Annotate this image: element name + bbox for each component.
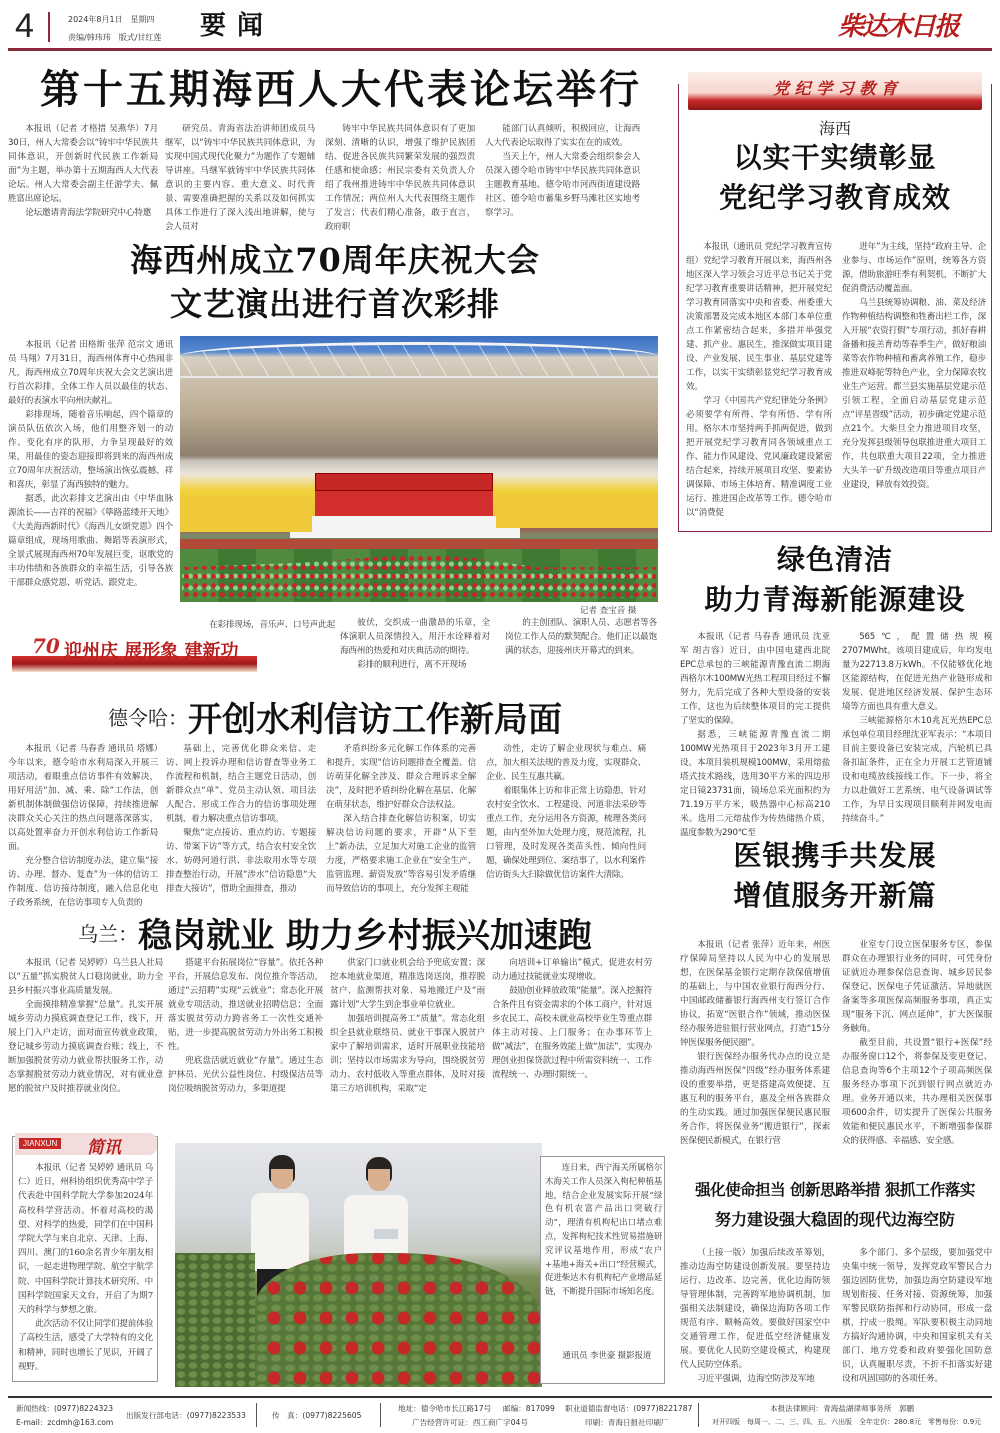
- paragraph: 彩排现场，随着音乐响起，四个篇章的演员队伍依次入场，他们用整齐划一的动作、变化有序的队形，力争呈现最好的效果，用最佳的姿态迎接即将到来的海西州成立70周年庆祝活动，整场演出恢弘震撼、祥和喜庆，彰显了海西独特的魅力。: [8, 410, 173, 490]
- paragraph: 供家门口就业机会给予兜底安置；深挖本地就业渠道，精准选岗送岗，推荐脱贫户、监测帮扶对象、易地搬迁户及“雨露计划”大学生到企事业单位就业。: [330, 958, 485, 1010]
- footer-postcode: 邮编：817099: [503, 1404, 555, 1413]
- article4-col-1: [8, 956, 163, 1126]
- stadium-photo: [180, 336, 658, 602]
- footer-sep-1: [256, 1403, 257, 1427]
- stadium-seats-right: [496, 494, 658, 528]
- right2-title-line2: 助力青海新能源建设: [704, 583, 966, 616]
- article4-col-4: [492, 956, 652, 1126]
- footer-sep-3: [698, 1403, 699, 1427]
- paragraph: 动性，走访了解企业现状与难点、痛点，加大相关法规的普及力度，实现群众、企业、民生互惠共赢。: [486, 744, 646, 782]
- paragraph: 研究员、青海省法治讲师团成员马继军，以“铸牢中华民族共同体意识，为实现中国式现代化聚力”为题作了专题辅导讲座。马继军就铸牢中华民族共同体意识的主要内容、重大意义、时代背景、需要准确把握的关系以及如何抓实具体工作进行了深入浅出地讲解，使与会人员对: [165, 124, 315, 232]
- right1-kicker: 海西: [818, 119, 851, 138]
- section-title: 要 闻: [200, 11, 265, 41]
- stadium-stage-floor: [290, 516, 520, 538]
- paragraph: 565℃，配置储热规模2707MWht。该项目建成后，年均发电量为22713.8万kWh。不仅能够优化地区能源结构，在促进光热产业链形成和发展、促进地区经济发展、保护生态环境等方面也具有重大意义。: [842, 632, 992, 712]
- paragraph: 彩排的顺利进行，离不开现场: [357, 660, 467, 670]
- paragraph: （上接一版）加强后续改革筹划，推动边海空防建设创新发展。要坚持边运行、边改革、边完善，优化边海防领导管理体制，完善跨军地协调机制，加强相关法制建设，确保边海防各项工作规范有序、顺畅高效。要做好国家空中交通管理工作，促进低空经济健康发展。要优化人民防空建设模式，构建现代人民防空体系。: [680, 1248, 830, 1370]
- right1-col-2: [842, 240, 986, 526]
- right1-title-line2: 党纪学习教育成效: [718, 181, 951, 214]
- right3-col-2: [842, 938, 992, 1146]
- masthead-rule: [8, 48, 992, 51]
- paragraph: 本报讯（记者 吴婷婷）乌兰县人社局以“五量”抓实脱贫人口稳岗就业，助力全县乡村振兴事业高质量发展。: [8, 958, 163, 996]
- footer-printer: 印刷：青海日报社印刷厂: [585, 1418, 669, 1427]
- paragraph: 多个部门、多个层级，要加强党中央集中统一领导，发挥党政军警民合力强边固防优势，加强边海空防建设军地规划衔接、任务对接、资源统筹，加强军警民联防指挥和行动协同，形成一盘棋，拧成一股绳。军队要积极主动同地方搞好沟通协调，中央和国家机关有关部门、地方党委和政府要强化国防意识，认真履职尽责，不折不扣落实好建设和巩固国防的各项任务。: [842, 1248, 992, 1384]
- paragraph: 当天上午，州人大常委会组织参会人员深入德令哈市铸牢中华民族共同体意识主题教育基地、德令哈市河西街道建设路社区、德令哈市蓄集乡野马滩社区实地考察学习。: [485, 152, 640, 218]
- right4-title-line1: 强化使命担当 创新思路举措 狠抓工作落实: [695, 1181, 975, 1199]
- photo-caption-text: [545, 1161, 662, 1347]
- right2-title-line1: 绿色清洁: [776, 543, 893, 576]
- article4-title: [0, 908, 670, 957]
- stadium-seats-left: [180, 496, 312, 532]
- paragraph: 本报讯（记者 马春香 通讯员 沈亚军 胡吉容）近日，由中国电建西北院EPC总承包的三峡能源青豫直流二期海西格尔木100MW光热工程项目经过不懈努力，先后完成了各种大型设备的安装工作，这也为后续整体项目的完工提供了坚实的保障。: [680, 632, 830, 726]
- article2-left-col: [8, 338, 173, 626]
- party-discipline-banner: [688, 72, 982, 110]
- paragraph: 此次活动不仅让同学们提前体验了高校生活，感受了大学特有的文化和精神，同时也增长了见识，开阔了视野。: [18, 1319, 153, 1372]
- article1-col-1: [8, 122, 158, 222]
- paragraph: 截至目前，共设置“银行+医保”经办服务窗口12个，将参保及变更登记、信息查询等6个主项12个子项高频医保服务经办事项下沉到银行网点就近办理。业务开通以来，共办理相关医保事项600余件，切实提升了医保公共服务效能和便民惠民水平，不断增强参保群众的获得感、幸福感、安全感。: [842, 1038, 992, 1146]
- footer-distribution: 出版发行部电话：(0977)8223533: [126, 1411, 246, 1420]
- right2-col-2: [842, 630, 992, 826]
- article4-title-prefix: 乌兰：: [78, 922, 139, 946]
- paragraph: 本报讯（通讯员 党纪学习教育宣传组）党纪学习教育开展以来，海西州各地区深入学习领会习近平总书记关于党纪学习教育重要讲话精神，把开展党纪学习教育同落实中央和省委、州委重大决策部署及完成本地区本部门本单位重点工作紧密结合起来，多措并举强党建、抓产业、惠民生，推深做实项目建设、产业发展、民生事业、基层党建等工作，以实干实绩彰显党纪学习教育成效。: [686, 242, 832, 392]
- right3-title-line2: 增值服务开新篇: [733, 879, 937, 912]
- right1-col-1: [686, 240, 832, 526]
- paragraph: 基础上，完善优化群众来信、走访、网上投诉办理和信访督查等业务工作流程和机制，结合主题党日活动，创新群众点“单”、党员主动认领、项目法人配合、形成工作合力的信访事项处理机制，着力解决重点信访事项。: [166, 744, 316, 824]
- paragraph: 连日来，西宁海关所属格尔木海关工作人员深入枸杞种植基地，结合企业发展实际开展“绿色有机农富产品出口突破行动”，理清有机枸杞出口堵点难点，发挥枸杞技术性贸易措施研究评议基地作用，形成“农户+基地+海关+出口”经营模式，促进柴达木有机枸杞产业增品延链，不断提升国际市场知名度。: [545, 1162, 662, 1297]
- anniversary-badge: 70: [32, 634, 60, 658]
- brief-box: [12, 1136, 158, 1382]
- article2-col-c: [505, 616, 657, 674]
- paragraph: 学习《中国共产党纪律处分条例》必须要学有所得、学有所悟、学有所用。格尔木市坚持两手抓两促进，做到把开展党纪学习教育同各领域重点工作、能力作风建设、党风廉政建设紧密结合起来，持续开展项目攻坚、要素协调保障、市场主体培育、精准调度工业运行、推进国企改革等工作。德令哈市以“消费促: [686, 396, 832, 518]
- paragraph: 本报讯（记者 吴婷婷 通讯员 乌仁）近日，州科协组织优秀高中学子代表赴中国科学院大学参加2024年高校科学营活动。怀着对高校的渴望、对科学的热爱，同学们在中国科学院大学与来自北京、天津、上海、四川、澳门的160余名青少年朋友相识，一起走进物理学院、航空宇航学院、中国科学院计算技术研究所、中国科学院国家天文台，开启了为期7天的科学与梦想之旅。: [18, 1163, 153, 1316]
- goji-photo: [175, 1143, 542, 1387]
- masthead-divider: [48, 12, 50, 42]
- footer-legal: 本报法律顾问：青海盐湖律师事务所 郭鹏: [770, 1404, 915, 1413]
- right4-col-2: [842, 1246, 992, 1386]
- right3-title-line1: 医银携手共发展: [733, 839, 937, 872]
- article2-title-line2: 文艺演出进行首次彩排: [169, 285, 500, 323]
- brief-header: [15, 1133, 157, 1158]
- article1-title: 第十五期海西人大代表论坛举行: [40, 66, 642, 113]
- brief-label-cn: 简讯: [87, 1138, 121, 1158]
- paragraph: 进年”为主线，坚持“政府主导、企业参与、市场运作”原则，统筹各方资源，借助旅游旺季有利契机，不断扩大促消费活动覆盖面。: [842, 242, 986, 294]
- footer: [0, 1400, 1000, 1432]
- goji-bushes: [255, 1253, 542, 1387]
- photo-caption-credit: [545, 1349, 662, 1379]
- article3-title-prefix: 德令哈：: [108, 706, 188, 730]
- article1-col-4: [485, 122, 640, 222]
- paragraph: 聚焦“定点接访、重点约访、专题接访、带案下访”等方式，结合农村安全饮水、妨碍河道行洪、非法取用水等专项排查整治行动，开展“涉水”信访隐患“大排查大接访”，借助全面排查，推动: [166, 828, 316, 894]
- article2-title-line1: 海西州成立70周年庆祝大会: [130, 241, 540, 279]
- paragraph: 深入结合排查化解信访积案，切实解决信访问题的要求，开辟“从下至上”新办法，立足加大对施工企业的监管力度，严格要求施工企业在“安全生产、监管监理、薪资发放”等容易引发矛盾继而导致信访的事项上，充分发挥主观能: [326, 814, 476, 894]
- article2-col-b: [340, 616, 490, 674]
- paragraph: 乌兰县统筹协调粮、油、菜及经济作物种植结构调整和牲畜出栏工作，深入开展“农资打假”专项行动，抓好春耕备播和接羔育幼等春季生产，做好粮油菜等农作物种植和畜禽养殖工作，稳步推进双峰驼等特色产业，全力保障农牧业生产运营。都兰县实施基层党建示范引领工程，全面启动基层党建示范点“评星晋级”活动，初步确定党建示范点21个。大柴旦全力推进项目攻坚，充分发挥县级领导包联推进重大项目工作，共包联重大项目22项，全力推进大头羊一矿升级改造项目等重点项目产业建设，释放有效投资。: [842, 298, 986, 490]
- paragraph: 全面摸排精准掌握“总量”。扎实开展城乡劳动力摸底调查登记工作，线下，开展上门入户走访，面对面宣传就业政策，登记城乡劳动力摸底调查台账；线上，不断加强脱贫劳动力就业帮扶服务工作，动态掌握脱贫劳动力就业情况，对有就业意愿的脱贫户及时推荐就业岗位。: [8, 1000, 163, 1094]
- anniversary-banner-text: 迎州庆 展形象 建新功: [64, 641, 239, 662]
- paragraph: 矛盾纠纷多元化解工作体系的完善和提升，实现“信访问题排查全覆盖、信访萌芽化解全涉及、群众合理诉求全解决”，及时把矛盾纠纷化解在基层、化解在萌芽状态，维护好群众合法权益。: [326, 744, 476, 810]
- right3-col-1: [680, 938, 830, 1146]
- paragraph: 习近平强调，边海空防涉及军地: [697, 1374, 815, 1384]
- paragraph: 论坛邀请青海法学院研究中心特邀: [25, 208, 152, 218]
- footer-fax: 传 真：(0977)8225605: [272, 1411, 362, 1420]
- page-number: 4: [15, 7, 34, 45]
- masthead-editors: 责编/韩玮玮 版式/甘红莲: [68, 33, 162, 42]
- brief-text: [18, 1161, 153, 1379]
- stadium-stage: [315, 491, 493, 517]
- paragraph: 本报讯（记者 才格措 吴燕华）7月30日，州人大常委会以“铸牢中华民族共同体意识，开创新时代民族工作新局面”为主题，举办第十五期海西人大代表论坛。州人大常委会副主任游学夫、佩胜富出席论坛。: [8, 124, 158, 204]
- footer-schedule: 对开四版 每周一、二、三、四、五、六出版 全年定价：280.8元 零售每份：0.9元: [712, 1418, 982, 1426]
- article4-col-3: [330, 956, 485, 1126]
- article4-col-2: [168, 956, 323, 1126]
- paragraph: 在彩排现场，音乐声、口号声此起: [209, 620, 335, 630]
- party-discipline-banner-text: 党 纪 学 习 教 育: [773, 79, 897, 98]
- paragraph: 据悉，三峡能源青豫直流二期100MW光热项目于2023年3月开工建设。本项目装机规模100MW，采用熔盐塔式技术路线，选用30平方米的四边形定日镜23731面，镜场总采光面积约为71.19万平方米，吸热器中心标高210米。选用二元熔盐作为传热储热介质，温度参数为290℃至: [680, 730, 830, 838]
- newspaper-logo: 柴达木日报: [838, 12, 959, 42]
- article2-photo-credit: 记者 查宝音 摄: [580, 606, 637, 616]
- photo-caption-box: [540, 1156, 665, 1384]
- anniversary-banner: [12, 632, 257, 672]
- paragraph: 能部门认真倾听，积极回应，让海西人大代表论坛取得了实实在在的成效。: [485, 124, 640, 148]
- footer-ethics: 职业道德监督电话：(0977)8221787: [565, 1404, 693, 1413]
- article3-col-1: [8, 742, 158, 908]
- footer-ad-license: 广告经营许可证：西工商广字04号: [412, 1418, 528, 1427]
- footer-rule: [8, 1396, 992, 1398]
- masthead-date: 2024年8月1日 星期四: [68, 15, 155, 24]
- article1-col-2: [165, 122, 315, 232]
- paragraph: 通讯员 李世豪 摄影报道: [562, 1351, 652, 1361]
- article4-title-main: 稳岗就业 助力乡村振兴加速跑: [138, 916, 592, 956]
- goji-bushes-left: [175, 1253, 255, 1387]
- paragraph: 彼伏，交织成一曲激昂的乐章，全体演职人员深情投入，用汗水诠释着对海西州的热爱和对庆典活动的期待。: [340, 618, 490, 656]
- right1-title-line1: 以实干实绩彰显: [733, 141, 937, 174]
- paragraph: 据悉，此次彩排文艺演出由《中华血脉源流长——吉祥的祝福》《筚路蓝缕开天地》《大美海西新时代》《海西儿女颂党恩》四个篇章组成，现场用歌曲、舞蹈等表演形式，全景式展现海西州70年发展巨变，讴歌党的丰功伟绩和各族群众的幸福生活，引导各族干部群众感党恩、听党话、跟党走。: [8, 494, 173, 588]
- footer-sep-2: [380, 1403, 381, 1427]
- paragraph: 兜底盘活就近就业“存量”。通过生态护林员、光伏公益性岗位、村级保洁员等岗位吸纳脱贫劳动力，多渠道提: [168, 1056, 323, 1094]
- paragraph: 着眼集体上访和非正常上访隐患，针对农村安全饮水、工程建设、河道非法采砂等重点工作，充分运用各方资源，梳理各类问题，由内至外加大处理力度，规范流程，扎口管理，及时发现各类苗头性、倾向性问题，确保处理到位、案结事了，以水利案件信访街头大扫除做优信访案件大清除。: [486, 786, 646, 880]
- footer-email[interactable]: E-mail：zcdmh@163.com: [16, 1418, 114, 1427]
- right2-col-1: [680, 630, 830, 838]
- article3-title: [0, 692, 670, 741]
- paragraph: 本报讯（记者 张萍）近年来，州医疗保障局坚持以人民为中心的发展思想，在医保基金银行定期存款保值增值的基础上，与中国农业银行海西分行、中国邮政储蓄银行海西州支行签订合作协议，拓宽“医银合作”领域，推动医保经办服务进驻银行营业网点，打造“15分钟医保服务便民圈”。: [680, 940, 830, 1048]
- brief-label-en: JIANXUN: [19, 1138, 61, 1149]
- paragraph: 向培训+订单输出”模式，促进农村劳动力通过技能就业实现增收。: [492, 958, 652, 982]
- article3-col-3: [326, 742, 476, 892]
- article3-title-main: 开创水利信访工作新局面: [188, 700, 562, 740]
- article1-col-3: [325, 122, 475, 232]
- paragraph: 银行医保经办服务代办点的设立是推动海西州医保“四级”经办服务体系建设的重要举措，更是搭建高效便捷、互惠互利的服务平台，惠及全州各族群众的生动实践。通过加强医保便民惠民服务合作，将医保业务“搬进银行”，探索医保便民新模式，在银行营: [680, 1052, 830, 1146]
- stadium-banner: [315, 473, 493, 491]
- paragraph: 本报讯（记者 田格斯 张萍 范宗文 通讯员 马翔）7月31日，海西州体育中心热闹非凡，海西州成立70周年庆祝大会文艺演出进行首次彩排，全体工作人员以最佳的状态、最好的表演水平向州庆献礼。: [8, 340, 173, 406]
- article3-col-2: [166, 742, 316, 892]
- stadium-track: [180, 539, 658, 549]
- paragraph: 充分整合信访制度办法，建立集“接访、办理、督办、复查”为一体的信访工作制度、信访接待制度，融入信息化电子政务系统，在信访事项专人负责的: [8, 856, 158, 908]
- footer-address: 地址：德令哈市长江路17号: [398, 1404, 492, 1413]
- stadium-roof: [180, 342, 658, 378]
- article3-col-4: [486, 742, 646, 892]
- footer-hotline: 新闻热线：(0977)8224323: [16, 1404, 114, 1413]
- paragraph: 本报讯（记者 马春香 通讯员 塔娜）今年以来，德令哈市水利局深入开展三项活动，着眼重点信访事件有效解决，用好用活“加、减、乘、除”工作法，创新机制体制做强信访保障，持续推进解决群众关心关注的热点问题落深落实，以高处置率奋力开创水利信访工作新局面。: [8, 744, 158, 852]
- paragraph: 搭建平台拓展岗位“容量”。依托各种平台，开展信息发布、岗位推介等活动，通过“云招聘”实现“云就业”；常态化开展就业专项活动，推送就业招聘信息；全面落实脱贫劳动力跨省务工一次性交通补贴，进一步提高脱贫劳动力外出务工积极性。: [168, 958, 323, 1052]
- paragraph: 加强培训提高务工“质量”。常态化组织全县就业联络员、就业干事深入脱贫户家中了解培训需求，适时开展职业技能培训；坚持以市场需求为导向，围绕脱贫劳动力、农村低收入等重点群体，及时对接第三方培训机构，采取“定: [330, 1014, 485, 1094]
- paragraph: 的主创团队、演职人员、志愿者等各岗位工作人员的默契配合。他们正以最饱满的状态，迎接州庆开幕式的到来。: [505, 618, 657, 656]
- paragraph: 业室专门设立医保服务专区，参保群众在办理银行业务的同时，可凭身份证就近办理参保信息查询、城乡居民参保登记、医保电子凭证激活、异地就医备案等多项医保高频服务事项，真正实现“服务下沉、网点延伸”，扩大医保服务触角。: [842, 940, 992, 1034]
- paragraph: 三峡能源格尔木10兆瓦光热EPC总承包单位项目经理沈亚军表示：“本项目目前主要设备已安装完成，汽轮机已具备扣缸条件，正在全力开展工艺管道铺设和电缆放线接线工作。下一步，将全力以赴做好工艺系统、电气设备调试等工作，为早日实现项目顺利并网发电而持续奋斗。”: [842, 716, 992, 824]
- right4-col-1: [680, 1246, 830, 1386]
- right4-title-line2: 努力建设强大稳固的现代边海空防: [714, 1210, 955, 1229]
- paragraph: 鼓励创业释放政策“能量”。深入挖掘符合条件且有资金需求的个体工商户，针对返乡农民工、高校未就业高校毕业生等重点群体主动对接、上门服务；在办事环节上做“减法”，在服务效能上做“加法”，实现办理创业担保贷款过程中所需资料统一、工作流程统一、办理时限统一。: [492, 986, 652, 1080]
- paragraph: 铸牢中华民族共同体意识有了更加深刻、清晰的认识，增强了维护民族团结、促进各民族共同繁荣发展的强烈责任感和使命感；州民宗委有关负责人介绍了我州推进铸牢中华民族共同体意识工作情况；两位州人大代表围绕主题作了发言；代表们精心准备，敢于直言，政府职: [325, 124, 475, 232]
